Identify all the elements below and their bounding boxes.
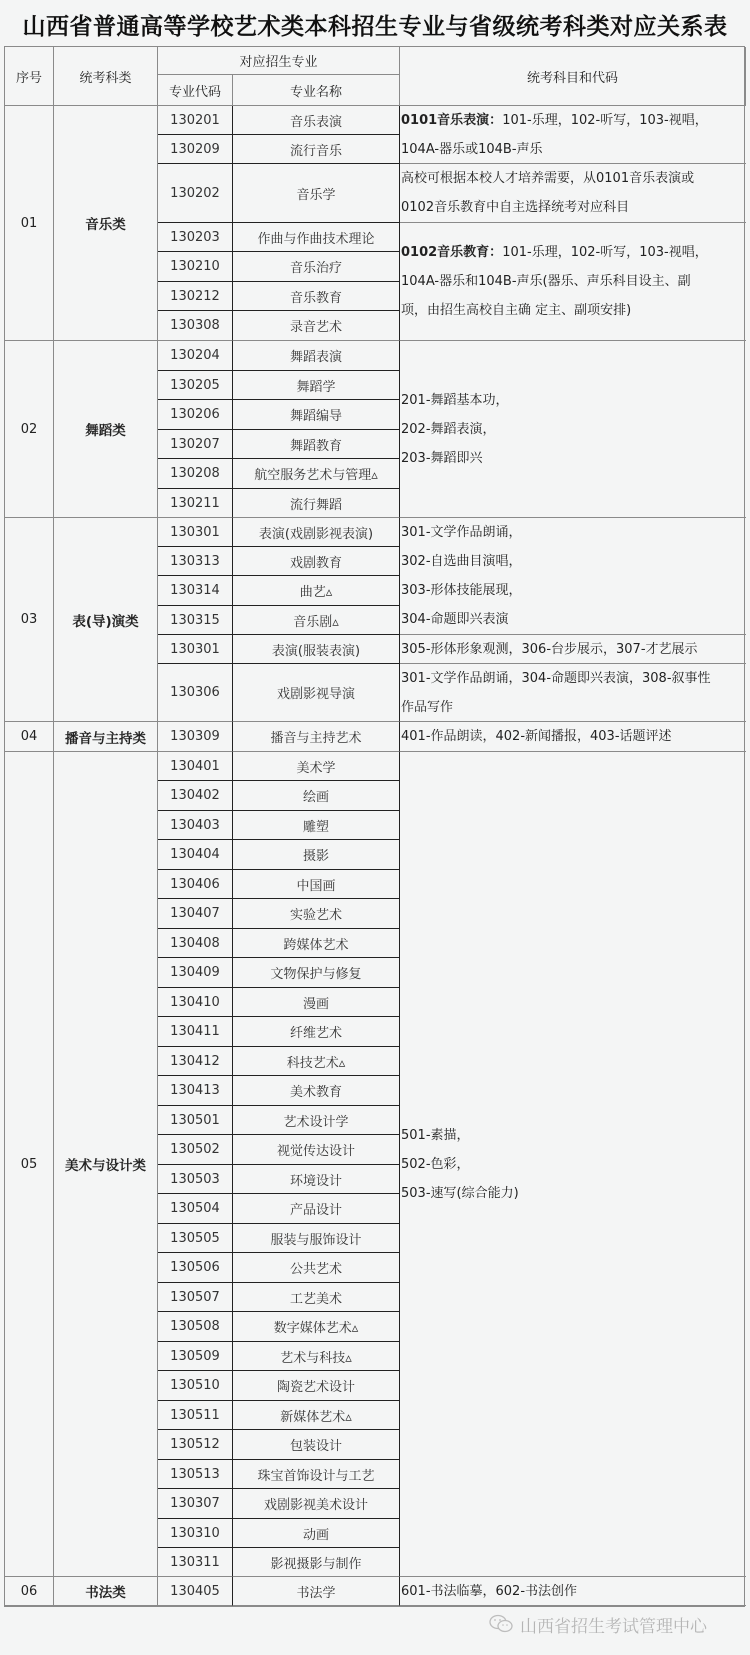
major-code: 130503 bbox=[158, 1165, 233, 1194]
major-code: 130405 bbox=[158, 1577, 233, 1606]
major-code: 130310 bbox=[158, 1519, 233, 1548]
major-name: 公共艺术 bbox=[233, 1253, 400, 1283]
header-major-code: 专业代码 bbox=[158, 75, 233, 106]
header-major-group: 对应招生专业 bbox=[158, 47, 400, 75]
major-name: 实验艺术 bbox=[233, 899, 400, 929]
major-name: 陶瓷艺术设计 bbox=[233, 1371, 400, 1401]
major-code: 130208 bbox=[158, 459, 233, 489]
major-code: 130403 bbox=[158, 811, 233, 840]
major-name: 工艺美术 bbox=[233, 1283, 400, 1312]
exam-line bbox=[401, 1577, 746, 1606]
exam-line bbox=[401, 415, 746, 444]
major-name: 戏剧影视导演 bbox=[233, 664, 400, 722]
exam-line bbox=[401, 386, 746, 415]
exam-line bbox=[401, 635, 746, 664]
major-code: 130502 bbox=[158, 1135, 233, 1165]
exam-line-text: 201-舞蹈基本功， bbox=[401, 392, 509, 408]
major-code: 130508 bbox=[158, 1312, 233, 1342]
exam-line-text: 501-素描， bbox=[401, 1127, 470, 1143]
exam-line-text: 503-速写(综合能力) bbox=[401, 1185, 519, 1201]
major-code: 130409 bbox=[158, 958, 233, 988]
exam-line-text: 401-作品朗读，402-新闻播报，403-话题评述 bbox=[401, 729, 672, 744]
exam-subjects bbox=[400, 1577, 746, 1606]
exam-line-text: 302-自选曲目演唱， bbox=[401, 554, 522, 569]
major-exam-table bbox=[4, 46, 745, 1607]
major-name: 音乐治疗 bbox=[233, 252, 400, 282]
exam-line bbox=[401, 238, 746, 267]
major-code: 130307 bbox=[158, 1489, 233, 1519]
major-name: 动画 bbox=[233, 1519, 400, 1548]
exam-group-label: 0101音乐表演： bbox=[401, 112, 503, 128]
exam-subjects bbox=[400, 341, 746, 518]
major-name: 戏剧教育 bbox=[233, 547, 400, 576]
exam-subjects bbox=[400, 518, 746, 635]
exam-line bbox=[401, 547, 746, 576]
major-code: 130211 bbox=[158, 489, 233, 518]
exam-line-text: 202-舞蹈表演， bbox=[401, 421, 496, 437]
section-seq: 04 bbox=[5, 722, 54, 752]
exam-line bbox=[401, 296, 746, 325]
exam-line bbox=[401, 1150, 746, 1179]
exam-line bbox=[401, 135, 746, 164]
major-name: 服装与服饰设计 bbox=[233, 1224, 400, 1253]
major-name: 表演(戏剧影视表演) bbox=[233, 518, 400, 547]
major-code: 130504 bbox=[158, 1194, 233, 1224]
exam-line-text: 502-色彩， bbox=[401, 1156, 470, 1172]
major-code: 130401 bbox=[158, 752, 233, 781]
major-code: 130212 bbox=[158, 282, 233, 311]
major-name: 艺术设计学 bbox=[233, 1106, 400, 1135]
exam-line-text: 101-乐理，102-听写，103-视唱， bbox=[502, 245, 708, 260]
major-code: 130207 bbox=[158, 430, 233, 459]
section-category: 播音与主持类 bbox=[54, 722, 158, 752]
major-code: 130506 bbox=[158, 1253, 233, 1283]
exam-line bbox=[401, 1179, 746, 1208]
major-name: 文物保护与修复 bbox=[233, 958, 400, 988]
exam-group-label: 0102音乐教育： bbox=[401, 245, 503, 260]
major-name: 戏剧影视美术设计 bbox=[233, 1489, 400, 1519]
major-code: 130513 bbox=[158, 1460, 233, 1489]
major-code: 130204 bbox=[158, 341, 233, 371]
major-code: 130308 bbox=[158, 311, 233, 341]
major-code: 130511 bbox=[158, 1401, 233, 1430]
major-name: 数字媒体艺术▵ bbox=[233, 1312, 400, 1342]
major-name: 流行舞蹈 bbox=[233, 489, 400, 518]
major-code: 130210 bbox=[158, 252, 233, 282]
exam-line bbox=[401, 605, 746, 634]
section-category: 舞蹈类 bbox=[54, 341, 158, 518]
major-name: 舞蹈教育 bbox=[233, 430, 400, 459]
major-name: 美术教育 bbox=[233, 1076, 400, 1106]
major-name: 音乐剧▵ bbox=[233, 606, 400, 635]
major-name: 音乐学 bbox=[233, 164, 400, 223]
exam-line bbox=[401, 722, 746, 751]
major-name: 纤维艺术 bbox=[233, 1017, 400, 1047]
major-code: 130206 bbox=[158, 400, 233, 430]
section-category: 表(导)演类 bbox=[54, 518, 158, 722]
section-seq: 02 bbox=[5, 341, 54, 518]
major-name: 舞蹈学 bbox=[233, 371, 400, 400]
major-code: 130505 bbox=[158, 1224, 233, 1253]
exam-line-text: 305-形体形象观测，306-台步展示，307-才艺展示 bbox=[401, 641, 698, 657]
major-name: 中国画 bbox=[233, 870, 400, 899]
major-code: 130203 bbox=[158, 223, 233, 252]
major-name: 雕塑 bbox=[233, 811, 400, 840]
major-name: 音乐教育 bbox=[233, 282, 400, 311]
major-code: 130501 bbox=[158, 1106, 233, 1135]
header-category: 统考科类 bbox=[54, 47, 158, 106]
major-code: 130408 bbox=[158, 929, 233, 958]
watermark-text: 山西省招生考试管理中心 bbox=[520, 1616, 707, 1637]
major-code: 130205 bbox=[158, 371, 233, 400]
exam-line bbox=[401, 1121, 746, 1150]
exam-line-text: 601-书法临摹，602-书法创作 bbox=[401, 1583, 578, 1599]
major-code: 130510 bbox=[158, 1371, 233, 1401]
major-code: 130311 bbox=[158, 1548, 233, 1577]
exam-line-text: 301-文学作品朗诵，304-命题即兴表演，308-叙事性 bbox=[401, 670, 711, 686]
section-seq: 05 bbox=[5, 752, 54, 1577]
major-name: 环境设计 bbox=[233, 1165, 400, 1194]
major-code: 130411 bbox=[158, 1017, 233, 1047]
major-name: 视觉传达设计 bbox=[233, 1135, 400, 1165]
exam-line bbox=[401, 267, 746, 296]
exam-subjects bbox=[400, 223, 746, 341]
exam-subjects bbox=[400, 164, 746, 223]
major-code: 130201 bbox=[158, 106, 233, 135]
exam-line-text: 项，由招生高校自主确 定主、副项安排) bbox=[401, 303, 632, 318]
major-code: 130412 bbox=[158, 1047, 233, 1076]
major-name: 舞蹈编导 bbox=[233, 400, 400, 430]
exam-line bbox=[401, 444, 746, 473]
exam-subjects bbox=[400, 752, 746, 1577]
major-code: 130202 bbox=[158, 164, 233, 223]
exam-line bbox=[401, 106, 746, 135]
major-name: 流行音乐 bbox=[233, 135, 400, 164]
exam-line bbox=[401, 164, 746, 193]
major-code: 130309 bbox=[158, 722, 233, 752]
exam-line-text: 301-文学作品朗诵， bbox=[401, 525, 522, 540]
major-name: 新媒体艺术▵ bbox=[233, 1401, 400, 1430]
exam-line-text: 高校可根据本校人才培养需要，从0101音乐表演或 bbox=[401, 171, 695, 186]
watermark bbox=[488, 1612, 707, 1636]
major-name: 影视摄影与制作 bbox=[233, 1548, 400, 1577]
exam-line-text: 101-乐理，102-听写，103-视唱， bbox=[502, 112, 708, 128]
major-name: 音乐表演 bbox=[233, 106, 400, 135]
major-name: 舞蹈表演 bbox=[233, 341, 400, 371]
major-name: 漫画 bbox=[233, 988, 400, 1017]
major-name: 美术学 bbox=[233, 752, 400, 781]
major-code: 130507 bbox=[158, 1283, 233, 1312]
major-name: 表演(服装表演) bbox=[233, 635, 400, 664]
exam-line bbox=[401, 664, 746, 693]
major-code: 130512 bbox=[158, 1430, 233, 1460]
section-category: 书法类 bbox=[54, 1577, 158, 1606]
major-code: 130306 bbox=[158, 664, 233, 722]
major-code: 130406 bbox=[158, 870, 233, 899]
major-code: 130314 bbox=[158, 576, 233, 606]
exam-line-text: 104A-器乐或104B-声乐 bbox=[401, 141, 543, 157]
major-name: 珠宝首饰设计与工艺 bbox=[233, 1460, 400, 1489]
exam-subjects bbox=[400, 106, 746, 164]
page-title: 山西省普通高等学校艺术类本科招生专业与省级统考科类对应关系表 bbox=[22, 14, 728, 40]
exam-line-text: 304-命题即兴表演 bbox=[401, 612, 509, 627]
major-name: 书法学 bbox=[233, 1577, 400, 1606]
major-name: 艺术与科技▵ bbox=[233, 1342, 400, 1371]
major-name: 曲艺▵ bbox=[233, 576, 400, 606]
header-exam: 统考科目和代码 bbox=[400, 47, 746, 106]
exam-subjects bbox=[400, 722, 746, 752]
major-name: 航空服务艺术与管理▵ bbox=[233, 459, 400, 489]
major-name: 作曲与作曲技术理论 bbox=[233, 223, 400, 252]
header-major-name: 专业名称 bbox=[233, 75, 400, 106]
major-name: 产品设计 bbox=[233, 1194, 400, 1224]
exam-line-text: 104A-器乐和104B-声乐(器乐、声乐科目设主、副 bbox=[401, 274, 691, 289]
exam-line-text: 303-形体技能展现， bbox=[401, 583, 522, 598]
header-seq: 序号 bbox=[5, 47, 54, 106]
exam-line-text: 0102音乐教育中自主选择统考对应科目 bbox=[401, 200, 630, 215]
major-name: 包装设计 bbox=[233, 1430, 400, 1460]
major-code: 130209 bbox=[158, 135, 233, 164]
major-name: 录音艺术 bbox=[233, 311, 400, 341]
exam-subjects bbox=[400, 635, 746, 664]
major-name: 摄影 bbox=[233, 840, 400, 870]
major-code: 130301 bbox=[158, 518, 233, 547]
exam-line bbox=[401, 193, 746, 222]
major-code: 130509 bbox=[158, 1342, 233, 1371]
major-name: 播音与主持艺术 bbox=[233, 722, 400, 752]
major-name: 跨媒体艺术 bbox=[233, 929, 400, 958]
section-seq: 06 bbox=[5, 1577, 54, 1606]
major-code: 130410 bbox=[158, 988, 233, 1017]
major-code: 130413 bbox=[158, 1076, 233, 1106]
exam-line bbox=[401, 576, 746, 605]
major-code: 130301 bbox=[158, 635, 233, 664]
section-seq: 03 bbox=[5, 518, 54, 722]
exam-line-text: 203-舞蹈即兴 bbox=[401, 450, 483, 466]
exam-subjects bbox=[400, 664, 746, 722]
exam-line-text: 作品写作 bbox=[401, 699, 454, 715]
section-category: 美术与设计类 bbox=[54, 752, 158, 1577]
major-code: 130404 bbox=[158, 840, 233, 870]
section-seq: 01 bbox=[5, 106, 54, 341]
exam-line bbox=[401, 693, 746, 722]
major-code: 130407 bbox=[158, 899, 233, 929]
exam-line bbox=[401, 518, 746, 547]
major-name: 科技艺术▵ bbox=[233, 1047, 400, 1076]
major-code: 130402 bbox=[158, 781, 233, 811]
major-code: 130315 bbox=[158, 606, 233, 635]
major-code: 130313 bbox=[158, 547, 233, 576]
wechat-icon bbox=[488, 1614, 514, 1634]
major-name: 绘画 bbox=[233, 781, 400, 811]
section-category: 音乐类 bbox=[54, 106, 158, 341]
